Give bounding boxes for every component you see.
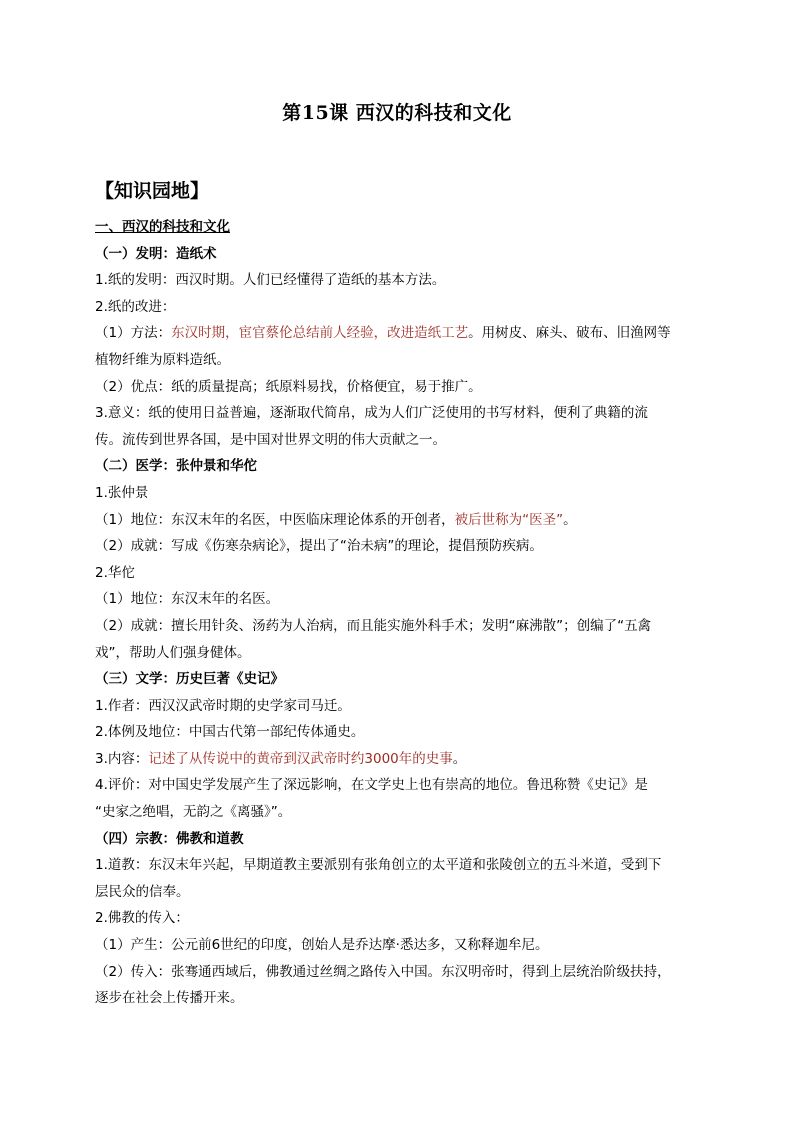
paragraph-line: （2）优点：纸的质量提高；纸原料易找，价格便宜，易于推广。	[95, 378, 482, 395]
paragraph-line	[95, 746, 705, 773]
paragraph-line: 4.评价：对中国史学发展产生了深远影响，在文学史上也有崇高的地位。鲁迅称赞《史记》是	[95, 777, 648, 794]
paragraph-line: 2.体例及地位：中国古代第一部纪传体通史。	[95, 724, 365, 741]
paragraph-line: 3.意义：纸的使用日益普遍，逐渐取代简帛，成为人们广泛使用的书写材料，便利了典籍的流	[95, 405, 648, 422]
paragraph-line: 逐步在社会上传播开来。	[95, 990, 244, 1007]
paragraph-line: 层民众的信奉。	[95, 883, 190, 900]
line-prefix: （1）地位：东汉末年的名医，中医临床理论体系的开创者，	[95, 511, 455, 528]
document-body	[95, 214, 705, 1012]
highlighted-text: 记述了从传说中的黄帝到汉武帝时约3000年的史事	[148, 750, 453, 767]
part-heading-text: 一、西汉的科技和文化	[95, 219, 230, 235]
line-suffix: 。	[563, 511, 577, 528]
paragraph-line: （2）传入：张骞通西域后，佛教通过丝绸之路传入中国。东汉明帝时，得到上层统治阶级扶持，	[95, 963, 671, 980]
line-suffix: 。用树皮、麻头、破布、旧渔网等	[468, 325, 671, 342]
paragraph-line: （1）产生：公元前6世纪的印度，创始人是乔达摩·悉达多，又称释迦牟尼。	[95, 937, 549, 954]
subsection-heading-medicine: （二）医学：张仲景和华佗	[95, 458, 257, 475]
section-heading: 【知识园地】	[95, 180, 210, 202]
subsection-heading-invention: （一）发明：造纸术	[95, 245, 217, 262]
line-suffix: 。	[452, 750, 467, 767]
paragraph-line: （2）成就：擅长用针灸、汤药为人治病，而且能实施外科手术；发明“麻沸散”；创编了“五禽	[95, 617, 652, 634]
highlighted-text: 东汉时期，宦官蔡伦总结前人经验，改进造纸工艺	[171, 325, 469, 342]
paragraph-line: （2）成就：写成《伤寒杂病论》，提出了“治未病”的理论，提倡预防疾病。	[95, 538, 543, 555]
subsection-heading-literature: （三）文学：历史巨著《史记》	[95, 671, 284, 688]
paragraph-line: “史家之绝唱，无韵之《离骚》”。	[95, 804, 292, 821]
paragraph-line: 1.道教：东汉末年兴起，早期道教主要派别有张角创立的太平道和张陵创立的五斗米道，受到下	[95, 857, 662, 874]
paragraph-line: 1.张仲景	[95, 484, 149, 501]
page-title: 第15课 西汉的科技和文化	[282, 102, 512, 124]
paragraph-line	[95, 320, 705, 347]
paragraph-line	[95, 507, 705, 534]
paragraph-line: 2.纸的改进：	[95, 298, 176, 315]
paragraph-line: 植物纤维为原料造纸。	[95, 351, 230, 368]
paragraph-line: 1.纸的发明：西汉时期。人们已经懂得了造纸的基本方法。	[95, 272, 446, 289]
paragraph-line: 2.华佗	[95, 564, 135, 581]
line-prefix: （1）方法：	[95, 325, 172, 342]
subsection-heading-religion: （四）宗教：佛教和道教	[95, 830, 244, 847]
part-heading	[95, 214, 705, 241]
paragraph-line: 戏”，帮助人们强身健体。	[95, 644, 251, 661]
line-prefix: 3.内容：	[95, 750, 149, 767]
paragraph-line: 传。流传到世界各国，是中国对世界文明的伟大贡献之一。	[95, 431, 446, 448]
highlighted-text: 被后世称为“医圣”	[454, 511, 564, 528]
paragraph-line: （1）地位：东汉末年的名医。	[95, 591, 280, 608]
paragraph-line: 1.作者：西汉汉武帝时期的史学家司马迁。	[95, 697, 351, 714]
paragraph-line: 2.佛教的传入：	[95, 910, 189, 927]
